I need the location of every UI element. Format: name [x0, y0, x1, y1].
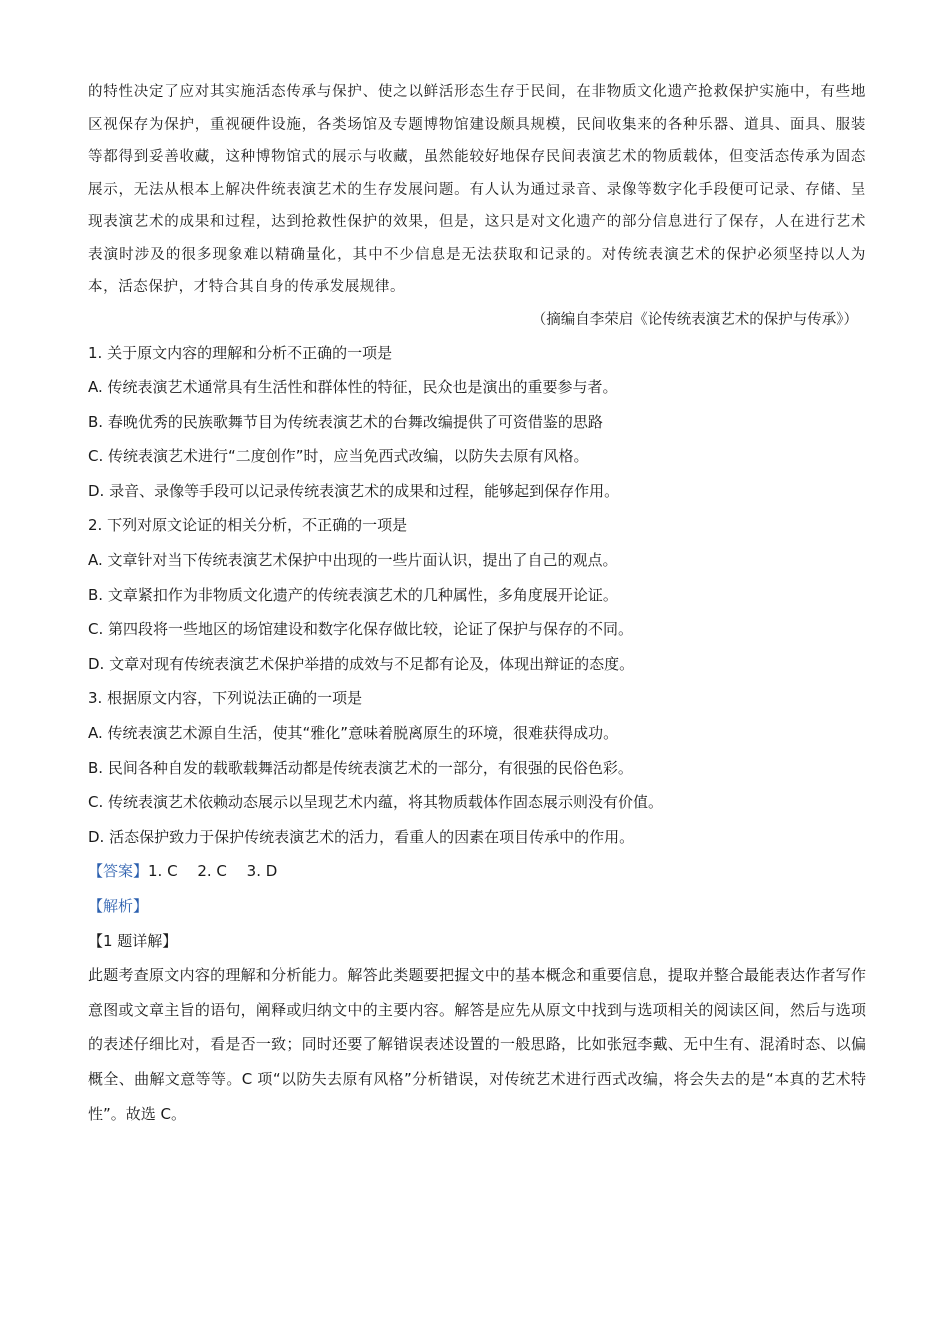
option-d: D. 录音、录像等手段可以记录传统表演艺术的成果和过程，能够起到保存作用。: [88, 481, 620, 500]
analysis-tag: 【解析】: [88, 897, 149, 915]
question-stem: 1. 关于原文内容的理解和分析不正确的一项是: [88, 343, 393, 362]
question-stem: 2. 下列对原文论证的相关分析，不正确的一项是: [88, 516, 408, 535]
option-a: A. 文章针对当下传统表演艺术保护中出现的一些片面认识，提出了自己的观点。: [88, 551, 618, 570]
question-2: [88, 508, 866, 681]
option-d: D. 文章对现有传统表演艺术保护举措的成效与不足都有论及，体现出辩证的态度。: [88, 654, 635, 673]
option-b: B. 春晚优秀的民族歌舞节目为传统表演艺术的台舞改编提供了可资借鉴的思路: [88, 412, 603, 431]
answer-tag: 【答案】: [88, 862, 149, 881]
answer-line: [88, 854, 866, 889]
passage-text: 的特性决定了应对其实施活态传承与保护、使之以鲜活形态生存于民间，在非物质文化遗产抢救保护实施中，有些地区视保存为保护，重视硬件设施，各类场馆及专题博物馆建设颇具规模，民间收集来的各种乐器、道具、面具、服装等都得到妥善收藏，这种博物馆式的展示与收藏，虽然能较好地保存民间表演艺术的物质载体，但变活态传承为固态展示，无法从根本上解决件统表演艺术的生存发展问题。有人认为通过录音、录像等数字化手段便可记录、存储、呈现表演艺术的成果和过程，达到抢救性保护的效果，但是，这只是对文化遗产的部分信息进行了保存，人在进行艺术表演时涉及的很多现象难以精确量化，其中不少信息是无法获取和记录的。对传统表演艺术的保护必须坚持以人为本，活态保护，才特合其自身的传承发展规律。: [88, 84, 866, 295]
option-c: C. 第四段将一些地区的场馆建设和数字化保存做比较，论证了保护与保存的不同。: [88, 620, 634, 639]
option-c: C. 传统表演艺术进行“二度创作”时，应当免西式改编，以防失去原有风格。: [88, 447, 589, 466]
answer-value: 1. C 2. C 3. D: [148, 862, 278, 881]
question-3: [88, 681, 866, 854]
option-a: A. 传统表演艺术通常具有生活性和群体性的特征，民众也是演出的重要参与者。: [88, 378, 618, 397]
detail-heading: 【1 题详解】: [88, 931, 178, 950]
option-d: D. 活态保护致力于保护传统表演艺术的活力，看重人的因素在项目传承中的作用。: [88, 827, 635, 846]
question-stem: 3. 根据原文内容，下列说法正确的一项是: [88, 689, 363, 708]
document-page: [88, 76, 866, 1131]
detail-text: 此题考查原文内容的理解和分析能力。解答此类题要把握文中的基本概念和重要信息，提取并整合最能表达作者写作意图或文章主旨的语句，阐释或归纳文中的主要内容。解答是应先从原文中找到与选项相关的阅读区间，然后与选项的表述仔细比对，看是否一致；同时还要了解错误表述设置的一般思路，比如张冠李戴、无中生有、混淆时态、以偏概全、曲解文意等等。C 项“以防失去原有风格”分析错误，对传统艺术进行西式改编，将会失去的是“本真的艺术特性”。故选 C。: [88, 966, 866, 1123]
question-1: [88, 336, 866, 509]
passage-source: （摘编自李荣启《论传统表演艺术的保护与传承》）: [531, 311, 858, 328]
option-b: B. 文章紧扣作为非物质文化遗产的传统表演艺术的几种属性，多角度展开论证。: [88, 585, 618, 604]
analysis-line: [88, 889, 866, 924]
option-a: A. 传统表演艺术源自生活，使其“雅化”意味着脱离原生的环境，很难获得成功。: [88, 724, 619, 743]
option-b: B. 民间各种自发的载歌载舞活动都是传统表演艺术的一部分，有很强的民俗色彩。: [88, 758, 633, 777]
option-c: C. 传统表演艺术依赖动态展示以呈现艺术内蕴，将其物质载体作固态展示则没有价值。: [88, 793, 664, 812]
